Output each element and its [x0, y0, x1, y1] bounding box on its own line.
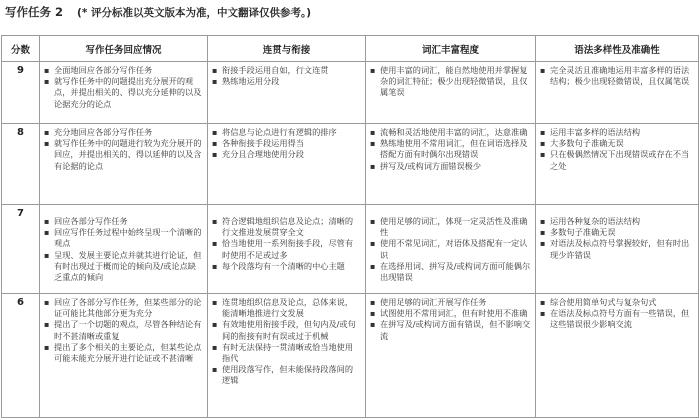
band-row: [2, 62, 699, 124]
descriptor-item: ▪ 使用段落写作，但未能保持段落间的逻辑: [212, 364, 361, 386]
rubric-table: [1, 35, 699, 418]
header-row: [2, 36, 699, 62]
descriptor-item: ▪ 流畅和灵活地使用丰富的词汇，达意准确: [370, 127, 531, 138]
descriptor-item: ▪ 就写作任务中的问题进行较为充分展开的回应，并提出相关的、得以延伸的以及含有论据的论点: [44, 138, 203, 172]
descriptor-item: ▪ 连贯地组织信息及论点，总体来说，能清晰地推进行文发展: [212, 297, 361, 319]
descriptor-item: ▪ 在拼写及/或构词方面有错误，但不影响交流: [370, 319, 531, 341]
descriptor-item: ▪ 在选择用词、拼写及/或构词方面可能偶尔出现错误: [370, 261, 531, 283]
descriptor-list: [212, 127, 361, 161]
descriptor-item: ▪ 运用各种复杂的语法结构: [540, 216, 694, 227]
descriptor-item: ▪ 综合使用简单句式与复杂句式: [540, 297, 694, 308]
descriptor-item: ▪ 回应了各部分写作任务，但某些部分的论证可能比其他部分更为充分: [44, 297, 203, 319]
band-row: [2, 124, 699, 205]
descriptor-item: ▪ 使用足够的词汇开展写作任务: [370, 297, 531, 308]
descriptor-item: ▪ 每个段落均有一个清晰的中心主题: [212, 261, 361, 272]
descriptor-item: ▪ 运用丰富多样的语法结构: [540, 127, 694, 138]
descriptor-list: [370, 127, 531, 172]
header-task-response: 写作任务回应情况: [40, 36, 208, 62]
band-row: [2, 205, 699, 294]
descriptor-item: ▪ 回应各部分写作任务: [44, 216, 203, 227]
title-row: [5, 4, 311, 20]
band-score: 6: [2, 294, 40, 418]
band-row: [2, 294, 699, 418]
header-coherence: 连贯与衔接: [208, 36, 366, 62]
page-subtitle: (* 评分标准以英文版本为准，中文翻译仅供参考。): [77, 7, 312, 19]
grammar-cell: [536, 124, 699, 205]
descriptor-item: ▪ 完全灵活且准确地运用丰富多样的语法结构；极少出现轻微错误，且仅属笔误: [540, 65, 694, 87]
lexical-cell: [366, 294, 536, 418]
task-response-cell: [40, 294, 208, 418]
descriptor-item: ▪ 充分地回应各部分写作任务: [44, 127, 203, 138]
descriptor-item: ▪ 呈现、发展主要论点并就其进行论证，但有时出现过于概而论的倾向及/或论点缺乏重点的倾向: [44, 250, 203, 284]
header-band: 分数: [2, 36, 40, 62]
descriptor-item: ▪ 熟练地使用不常用词汇，但在词语选择及搭配方面有时偶尔出现错误: [370, 138, 531, 160]
descriptor-item: ▪ 使用不常见词汇，对语体及搭配有一定认识: [370, 238, 531, 260]
descriptor-list: [540, 297, 694, 331]
task-response-cell: [40, 124, 208, 205]
descriptor-item: ▪ 有时无法保持一贯清晰或恰当地使用指代: [212, 342, 361, 364]
task-response-cell: [40, 205, 208, 294]
coherence-cell: [208, 124, 366, 205]
lexical-cell: [366, 124, 536, 205]
descriptor-list: [370, 297, 531, 342]
descriptor-item: ▪ 使用足够的词汇，体现一定灵活性及准确性: [370, 216, 531, 238]
descriptor-item: ▪ 回应写作任务过程中始终呈现一个清晰的观点: [44, 227, 203, 249]
descriptor-item: ▪ 使用丰富的词汇，能自然地使用并掌握复杂的词汇特征；极少出现轻微错误，且仅属笔误: [370, 65, 531, 99]
descriptor-item: ▪ 大多数句子准确无误: [540, 138, 694, 149]
descriptor-list: [540, 216, 694, 261]
band-score: 7: [2, 205, 40, 294]
coherence-cell: [208, 294, 366, 418]
grammar-cell: [536, 205, 699, 294]
header-lexical: 词汇丰富程度: [366, 36, 536, 62]
descriptor-item: ▪ 拼写及/或构词方面错误极少: [370, 161, 531, 172]
descriptor-item: ▪ 符合逻辑地组织信息及论点；清晰的行文推进发展贯穿全文: [212, 216, 361, 238]
descriptor-list: [44, 65, 203, 110]
descriptor-item: ▪ 各种衔接手段运用得当: [212, 138, 361, 149]
coherence-cell: [208, 62, 366, 124]
descriptor-item: ▪ 多数句子准确无误: [540, 227, 694, 238]
header-grammar: 语法多样性及准确性: [536, 36, 699, 62]
descriptor-list: [370, 216, 531, 283]
coherence-cell: [208, 205, 366, 294]
descriptor-list: [212, 65, 361, 87]
descriptor-list: [44, 216, 203, 283]
page-title: 写作任务 2: [5, 5, 64, 19]
descriptor-item: ▪ 对语法及标点符号掌握较好，但有时出现少许错误: [540, 238, 694, 260]
descriptor-list: [44, 127, 203, 172]
task-response-cell: [40, 62, 208, 124]
descriptor-item: ▪ 提出了多个相关的主要论点，但某些论点可能未能充分展开进行论证或不甚清晰: [44, 342, 203, 364]
descriptor-list: [370, 65, 531, 99]
descriptor-item: ▪ 有效地使用衔接手段，但句内及/或句间的衔接有时有误或过于机械: [212, 319, 361, 341]
descriptor-list: [212, 297, 361, 387]
descriptor-item: ▪ 在语法及标点符号方面有一些错误，但这些错误很少影响交流: [540, 308, 694, 330]
band-score: 8: [2, 124, 40, 205]
descriptor-item: ▪ 熟练地运用分段: [212, 76, 361, 87]
descriptor-item: ▪ 提出了一个切题的观点，尽管各种结论有时不甚清晰或重复: [44, 319, 203, 341]
descriptor-item: ▪ 充分且合理地使用分段: [212, 149, 361, 160]
descriptor-item: ▪ 就写作任务中的问题提出充分展开的观点，并提出相关的、得以充分延伸的以及论据充分的论点: [44, 76, 203, 110]
descriptor-item: ▪ 恰当地使用一系列衔接手段，尽管有时使用不足或过多: [212, 238, 361, 260]
descriptor-list: [540, 127, 694, 172]
descriptor-list: [212, 216, 361, 272]
descriptor-item: ▪ 将信息与论点进行有逻辑的排序: [212, 127, 361, 138]
descriptor-item: ▪ 只在极偶然情况下出现错误或存在不当之处: [540, 149, 694, 171]
grammar-cell: [536, 294, 699, 418]
descriptor-item: ▪ 衔接手段运用自如，行文连贯: [212, 65, 361, 76]
lexical-cell: [366, 62, 536, 124]
lexical-cell: [366, 205, 536, 294]
descriptor-list: [44, 297, 203, 364]
descriptor-item: ▪ 试图使用不常用词汇，但有时使用不准确: [370, 308, 531, 319]
band-score: 9: [2, 62, 40, 124]
descriptor-list: [540, 65, 694, 87]
grammar-cell: [536, 62, 699, 124]
descriptor-item: ▪ 全面地回应各部分写作任务: [44, 65, 203, 76]
